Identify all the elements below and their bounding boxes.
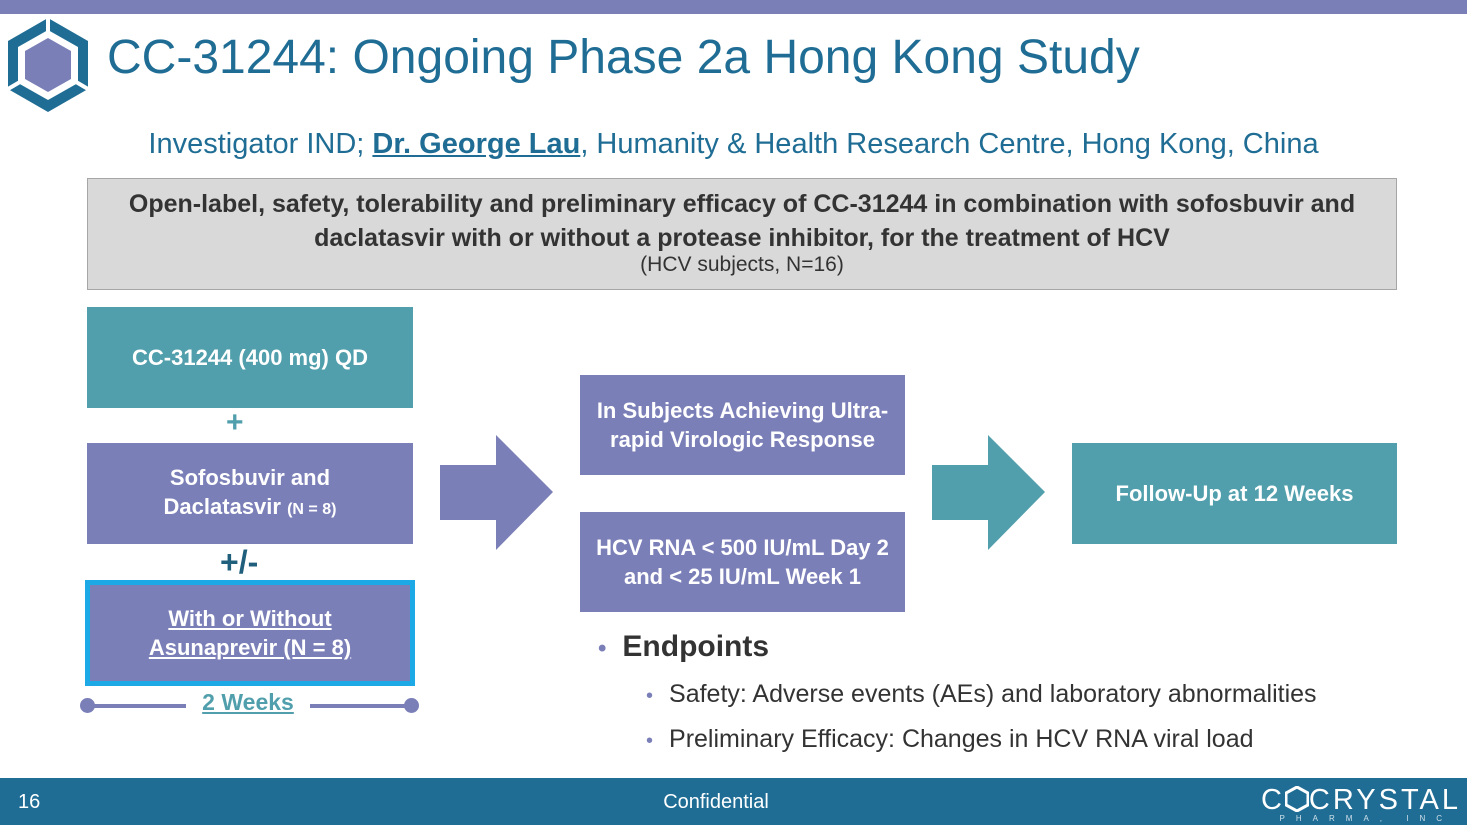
optional-inhibitor-box	[85, 580, 415, 686]
brand-logo	[1261, 784, 1461, 817]
combination-n: (N = 8)	[287, 501, 337, 518]
duration-line-right	[310, 704, 412, 708]
optional-line2: Asunaprevir (N = 8)	[148, 635, 352, 660]
optional-line1: With or Without	[168, 606, 332, 631]
right-arrow-icon	[932, 435, 1045, 550]
investigator-name: Dr. George Lau	[372, 128, 581, 160]
response-detail-box	[580, 512, 905, 612]
combination-box	[87, 443, 413, 544]
investigator-line	[0, 128, 1467, 161]
bullet-icon: •	[646, 685, 654, 707]
endpoint-item	[646, 680, 1317, 709]
study-description-box	[87, 178, 1397, 290]
footer-bar	[0, 778, 1467, 825]
plus-sign: +	[226, 406, 244, 439]
endpoint-text: Preliminary Efficacy: Changes in HCV RNA viral load	[669, 725, 1254, 753]
study-subjects: (HCV subjects, N=16)	[640, 253, 844, 276]
brand-crystal: CRYSTAL	[1308, 784, 1461, 816]
duration-end-dot	[404, 698, 419, 713]
bullet-icon: •	[646, 730, 654, 752]
bullet-icon: •	[598, 635, 607, 662]
plus-minus-sign: +/-	[220, 544, 259, 580]
response-criteria-box	[580, 375, 905, 475]
endpoints-heading	[598, 630, 769, 664]
followup-box	[1072, 443, 1397, 544]
study-description: Open-label, safety, tolerability and preliminary efficacy of CC-31244 in combination with sofosbuvir and daclatasvir with or without a protease inhibitor, for the treatment of HCV	[128, 190, 1356, 252]
investigator-prefix: Investigator IND;	[148, 128, 373, 160]
hexagon-logo-icon	[4, 16, 92, 114]
combination-label	[164, 463, 337, 524]
response-criteria-detail: HCV RNA < 500 IU/mL Day 2 and < 25 IU/mL Week 1	[596, 535, 889, 589]
slide-title: CC-31244: Ongoing Phase 2a Hong Kong Study	[107, 31, 1140, 84]
combination-line2: Daclatasvir	[163, 494, 281, 519]
brand-c: C	[1260, 784, 1285, 816]
endpoint-item	[646, 725, 1254, 754]
investigator-suffix: , Humanity & Health Research Centre, Hong Kong, China	[580, 128, 1319, 160]
right-arrow-icon	[440, 435, 553, 550]
drug-dose-label: CC-31244 (400 mg) QD	[132, 344, 368, 370]
endpoints-heading-text: Endpoints	[622, 630, 770, 663]
brand-subtitle: PHARMA, INC	[1279, 814, 1453, 823]
drug-dose-box	[87, 307, 413, 408]
top-accent-bar	[0, 0, 1467, 14]
followup-label: Follow-Up at 12 Weeks	[1115, 480, 1354, 506]
response-criteria-title: In Subjects Achieving Ultra-rapid Virologic Response	[596, 398, 889, 452]
endpoint-text: Safety: Adverse events (AEs) and laboratory abnormalities	[669, 680, 1317, 708]
hexagon-o-icon	[1285, 786, 1309, 812]
duration-label: 2 Weeks	[202, 689, 294, 715]
duration-line-left	[88, 704, 186, 708]
confidential-label: Confidential	[663, 791, 769, 813]
combination-line1: Sofosbuvir and	[169, 465, 331, 490]
page-number: 16	[18, 791, 41, 813]
